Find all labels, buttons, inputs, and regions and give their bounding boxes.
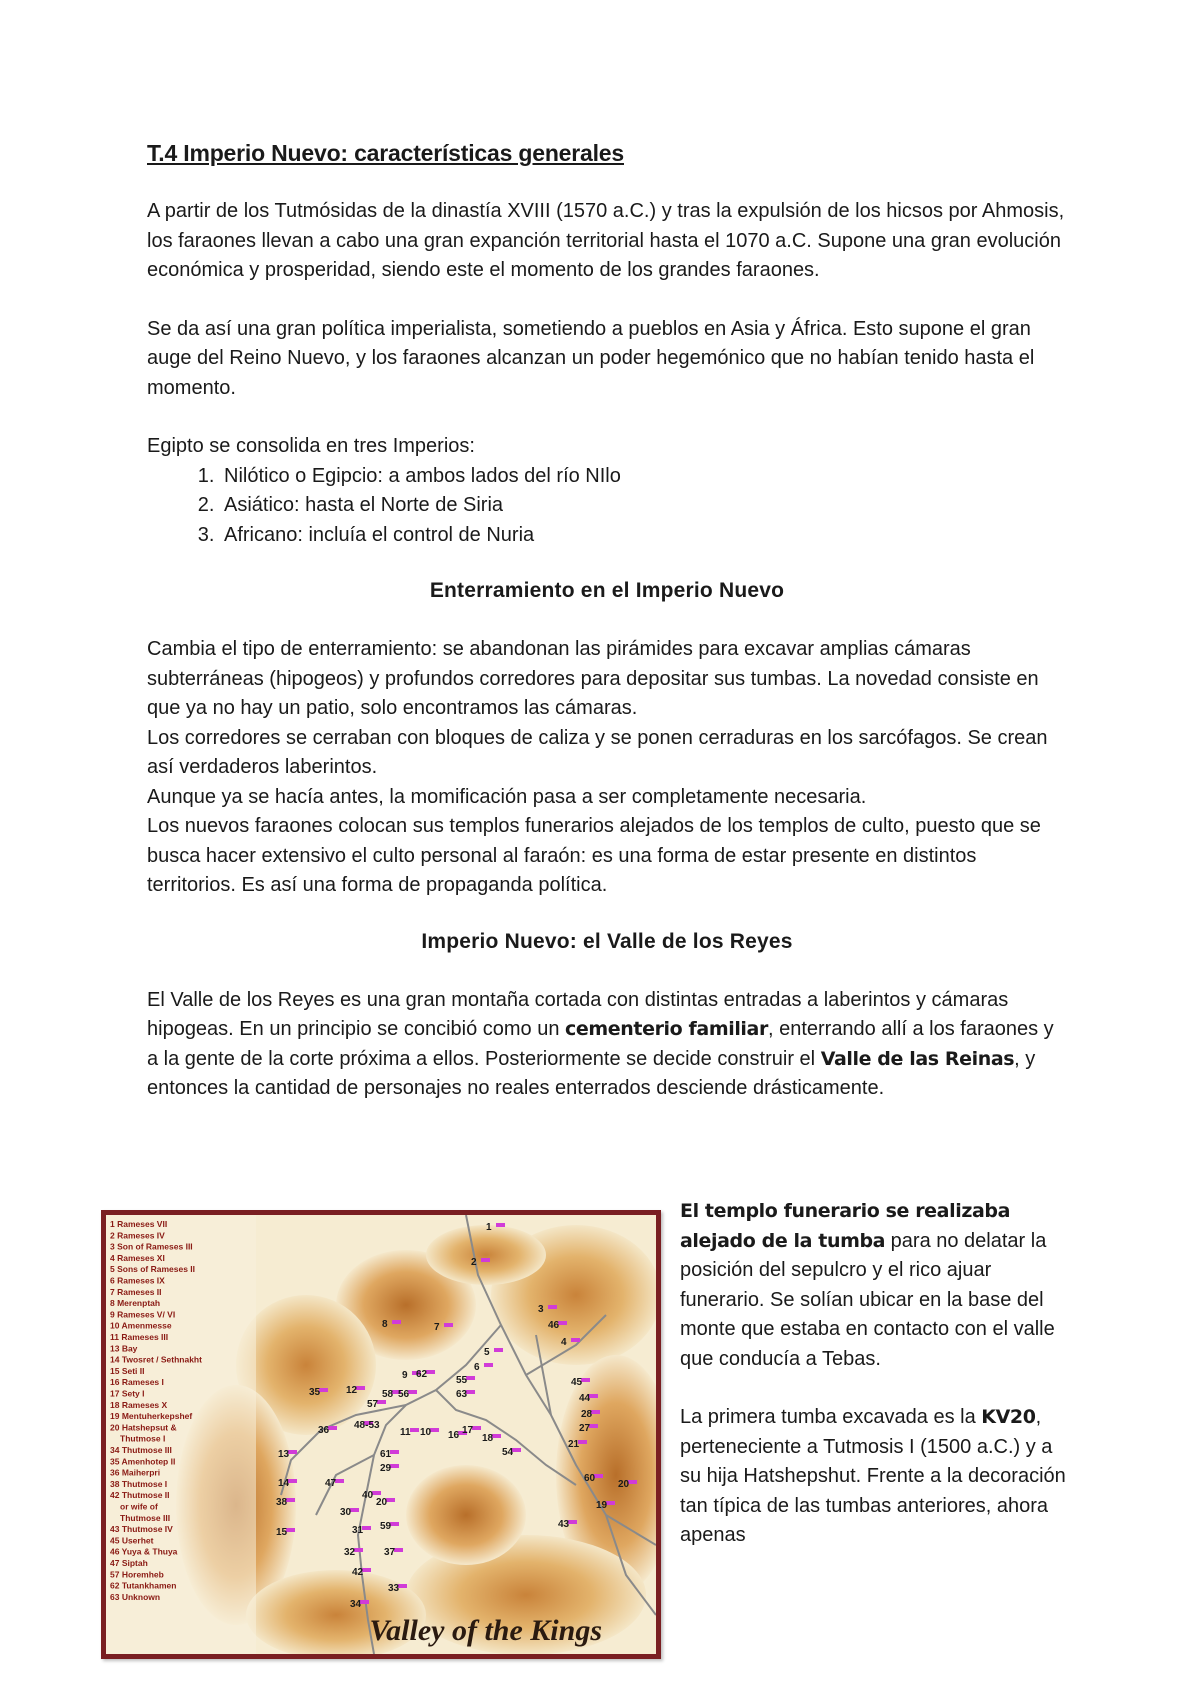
tomb-marker	[390, 1522, 399, 1526]
tomb-number-label: 29	[380, 1463, 392, 1474]
tomb-marker	[328, 1426, 337, 1430]
map-legend-entry: 43 Thutmose IV	[110, 1524, 173, 1535]
bold-term: cementerio familiar	[565, 1018, 768, 1040]
map-legend-entry: 63 Unknown	[110, 1591, 161, 1602]
tomb-number-label: 14	[278, 1478, 290, 1489]
map-legend-entry: 57 Horemheb	[110, 1569, 164, 1580]
tomb-marker	[390, 1464, 399, 1468]
tomb-marker	[472, 1426, 481, 1430]
map-caption: Valley of the Kings	[369, 1614, 602, 1647]
tomb-marker	[581, 1378, 590, 1382]
tomb-number-label: 37	[384, 1547, 396, 1558]
tomb-marker	[496, 1223, 505, 1227]
side-paragraph-1: El templo funerario se realizaba alejado de la tumba para no delatar la posición del sepulcro y el rico ajuar funerario. Se solían ubicar en la base del monte que estaba en contacto con el valle que conducía a Tebas.	[680, 1200, 1055, 1370]
tomb-number-label: 11	[400, 1427, 411, 1438]
map-legend-entry: 45 Userhet	[110, 1535, 154, 1546]
tomb-marker	[571, 1338, 580, 1342]
tomb-marker	[426, 1370, 435, 1374]
tomb-marker	[408, 1390, 417, 1394]
tomb-marker	[578, 1440, 587, 1444]
map-legend-entry: 47 Siptah	[110, 1558, 148, 1568]
tomb-number-label: 57	[367, 1399, 379, 1410]
map-legend-entry: 7 Rameses II	[110, 1286, 162, 1297]
tomb-marker	[354, 1548, 363, 1552]
map-legend-entry: 62 Tutankhamen	[110, 1580, 177, 1591]
map-legend-entry: 14 Twosret / Sethnakht	[110, 1354, 202, 1365]
tomb-number-label: 5	[484, 1347, 490, 1358]
section-heading-valley: Imperio Nuevo: el Valle de los Reyes	[421, 929, 793, 953]
map-legend-entry: 1 Rameses VII	[110, 1219, 168, 1229]
tomb-number-label: 44	[579, 1393, 591, 1404]
tomb-marker	[362, 1526, 371, 1530]
map-legend-entry: Thutmose III	[120, 1512, 171, 1523]
list-item: 1. Nilótico o Egipcio: a ambos lados del río NIlo	[220, 462, 1067, 492]
tomb-marker	[492, 1434, 501, 1438]
bold-term: KV20	[981, 1406, 1036, 1428]
tomb-marker	[410, 1428, 419, 1432]
tomb-number-label: 60	[584, 1473, 596, 1484]
tomb-marker	[377, 1400, 386, 1404]
tomb-number-label: 7	[434, 1322, 440, 1333]
map-legend-entry: 46 Yuya & Thuya	[110, 1546, 178, 1557]
map-legend-entry: or wife of	[120, 1501, 158, 1512]
tomb-number-label: 4	[561, 1337, 567, 1348]
tomb-marker	[512, 1448, 521, 1452]
empires-list	[147, 462, 1067, 551]
tomb-marker	[430, 1428, 439, 1432]
tomb-number-label: 56	[398, 1389, 410, 1400]
tomb-number-label: 61	[380, 1449, 392, 1460]
tomb-number-label: 43	[558, 1519, 570, 1530]
map-legend-entry: 2 Rameses IV	[110, 1230, 165, 1241]
burial-line-4: Los nuevos faraones colocan sus templos funerarios alejados de los templos de culto, puesto que se busca hacer extensivo el culto personal al faraón: es una forma de estar presente en distintos territorios. Es así una forma de propaganda política.	[147, 815, 1041, 896]
map-legend-entry: 6 Rameses IX	[110, 1275, 165, 1286]
map-legend-entry: 3 Son of Rameses III	[110, 1241, 193, 1252]
tomb-number-label: 32	[344, 1547, 356, 1558]
tomb-marker	[481, 1258, 490, 1262]
tomb-marker	[288, 1479, 297, 1483]
side-text-column	[680, 1197, 1075, 1551]
tomb-number-label: 63	[456, 1389, 468, 1400]
valley-paragraph: El Valle de los Reyes es una gran montaña cortada con distintas entradas a laberintos y cámaras hipogeas. En un principio se concibió como un cementerio familiar, enterrando allí a los faraones y a la gente de la corte próxima a ellos. Posteriormente se decide construir el Valle de las Reinas, y entonces la cantidad de personajes no reales enterrados desciende drásticamente.	[147, 988, 1054, 1099]
tomb-number-label: 28	[581, 1409, 593, 1420]
tomb-marker	[392, 1320, 401, 1324]
map-legend-entry: 42 Thutmose II	[110, 1490, 170, 1501]
tomb-marker	[548, 1305, 557, 1309]
tomb-number-label: 17	[462, 1425, 474, 1436]
map-legend-entry: 8 Merenptah	[110, 1298, 161, 1309]
tomb-marker	[350, 1508, 359, 1512]
tomb-number-label: 40	[362, 1490, 374, 1501]
tomb-marker	[390, 1450, 399, 1454]
tomb-marker	[444, 1323, 453, 1327]
tomb-number-label: 35	[309, 1387, 321, 1398]
side-paragraph-2: La primera tumba excavada es la KV20, perteneciente a Tutmosis I (1500 a.C.) y a su hija Hatshepshut. Frente a la decoración tan típica de las tumbas anteriores, ahora apenas	[680, 1406, 1066, 1546]
tomb-marker	[494, 1348, 503, 1352]
tomb-number-label: 62	[416, 1369, 428, 1380]
map-legend-entry: 20 Hatshepsut &	[110, 1422, 177, 1433]
tomb-number-label: 34	[350, 1599, 362, 1610]
section-heading-burial: Enterramiento en el Imperio Nuevo	[429, 579, 785, 602]
tomb-number-label: 33	[388, 1583, 400, 1594]
tomb-marker	[356, 1386, 365, 1390]
tomb-number-label: 36	[318, 1425, 330, 1436]
tomb-number-label: 20	[618, 1479, 630, 1490]
tomb-number-label: 59	[380, 1521, 392, 1532]
map-legend-entry: 34 Thutmose III	[110, 1445, 172, 1455]
tomb-number-label: 47	[325, 1478, 337, 1489]
tomb-marker	[568, 1520, 577, 1524]
map-legend-entry: 9 Rameses V/ VI	[110, 1309, 176, 1320]
tomb-number-label: 8	[382, 1319, 388, 1330]
tomb-marker	[335, 1479, 344, 1483]
tomb-marker	[466, 1390, 475, 1394]
map-legend-entry: 4 Rameses XI	[110, 1252, 165, 1263]
list-item: 3. Africano: incluía el control de Nuria	[220, 521, 1067, 551]
tomb-marker	[362, 1568, 371, 1572]
valley-of-the-kings-map	[101, 1210, 661, 1659]
tomb-marker	[286, 1498, 295, 1502]
tomb-marker	[466, 1376, 475, 1380]
map-legend-entry: 19 Mentuherkepshef	[110, 1411, 193, 1422]
map-legend-entry: 13 Bay	[110, 1343, 138, 1354]
tomb-number-label: 55	[456, 1375, 468, 1386]
map-legend-entry: 11 Rameses III	[110, 1332, 169, 1342]
tomb-number-label: 38	[276, 1497, 288, 1508]
tomb-number-label: 58	[382, 1389, 394, 1400]
tomb-number-label: 54	[502, 1447, 514, 1458]
map-legend-entry: 38 Thutmose I	[110, 1478, 168, 1489]
map-legend-entry: 36 Maiherpri	[110, 1467, 161, 1478]
tomb-marker	[594, 1474, 603, 1478]
tomb-number-label: 10	[420, 1427, 432, 1438]
tomb-number-label: 1	[486, 1222, 492, 1233]
tomb-number-label: 45	[571, 1377, 583, 1388]
tomb-number-label: 15	[276, 1527, 288, 1538]
tomb-number-label: 9	[402, 1370, 408, 1381]
tomb-marker	[558, 1321, 567, 1325]
tomb-marker	[288, 1450, 297, 1454]
document-title: T.4 Imperio Nuevo: características generales	[147, 140, 624, 166]
map-legend-entry: 5 Sons of Rameses II	[110, 1264, 196, 1275]
map-image	[106, 1215, 656, 1654]
tomb-marker	[319, 1388, 328, 1392]
tomb-marker	[484, 1363, 493, 1367]
tomb-marker	[286, 1528, 295, 1532]
burial-line-2: Los corredores se cerraban con bloques de caliza y se ponen cerraduras en los sarcófagos. Se crean así verdaderos laberintos.	[147, 726, 1048, 778]
map-legend-entry: 10 Amenmesse	[110, 1320, 172, 1331]
list-item: 2. Asiático: hasta el Norte de Siria	[220, 491, 1067, 521]
map-legend-entry: 16 Rameses I	[110, 1377, 164, 1388]
tomb-marker	[398, 1584, 407, 1588]
tomb-number-label: 27	[579, 1423, 591, 1434]
intro-paragraph-3: Egipto se consolida en tres Imperios:	[147, 435, 475, 457]
document-page	[147, 140, 1067, 1104]
tomb-marker	[628, 1480, 637, 1484]
intro-paragraph-1: A partir de los Tutmósidas de la dinastía XVIII (1570 a.C.) y tras la expulsión de los hicsos por Ahmosis, los faraones llevan a cabo una gran expanción territorial hasta el 1070 a.C. Supone una gran evolución económica y prosperidad, siendo este el momento de los grandes faraones.	[147, 200, 1065, 281]
map-legend-entry: Thutmose I	[120, 1433, 166, 1444]
tomb-number-label: 21	[568, 1439, 580, 1450]
tomb-number-label: 30	[340, 1507, 352, 1518]
tomb-marker	[372, 1491, 381, 1495]
tomb-marker	[591, 1410, 600, 1414]
tomb-number-label: 46	[548, 1320, 560, 1331]
tomb-number-label: 19	[596, 1500, 608, 1511]
bold-term: Valle de las Reinas	[820, 1047, 1015, 1070]
tomb-number-label: 16	[448, 1430, 460, 1441]
tomb-marker	[589, 1424, 598, 1428]
burial-line-1: Cambia el tipo de enterramiento: se abandonan las pirámides para excavar amplias cámaras subterráneas (hipogeos) y profundos corredores para depositar sus tumbas. La novedad consiste en que ya no hay un patio, solo encontramos las cámaras.	[147, 638, 1039, 719]
tomb-marker	[394, 1548, 403, 1552]
tomb-marker	[360, 1600, 369, 1604]
tomb-number-label: 3	[538, 1304, 544, 1315]
tomb-number-label: 20	[376, 1497, 388, 1508]
tomb-marker	[589, 1394, 598, 1398]
tomb-number-label: 13	[278, 1449, 290, 1460]
tomb-number-label: 18	[482, 1433, 494, 1444]
tomb-number-label: 2	[471, 1257, 477, 1268]
tomb-marker	[386, 1498, 395, 1502]
burial-line-3: Aunque ya se hacía antes, la momificación pasa a ser completamente necesaria.	[147, 785, 867, 808]
tomb-marker	[606, 1501, 615, 1505]
intro-paragraph-2: Se da así una gran política imperialista, sometiendo a pueblos en Asia y África. Esto supone el gran auge del Reino Nuevo, y los faraones alcanzan un poder hegemónico que no habían tenido hasta el momento.	[147, 317, 1035, 399]
tomb-number-label: 48-53	[354, 1420, 380, 1431]
bold-term: El templo funerario se realizaba alejado de la tumba	[680, 1200, 1011, 1252]
map-legend-entry: 35 Amenhotep II	[110, 1456, 176, 1467]
map-legend-entry: 17 Sety I	[110, 1388, 145, 1399]
tomb-number-label: 42	[352, 1567, 364, 1578]
map-legend-entry: 15 Seti II	[110, 1365, 145, 1376]
tomb-number-label: 31	[352, 1525, 364, 1536]
map-legend-entry: 18 Rameses X	[110, 1399, 168, 1410]
tomb-number-label: 12	[346, 1385, 358, 1396]
tomb-number-label: 6	[474, 1362, 480, 1373]
